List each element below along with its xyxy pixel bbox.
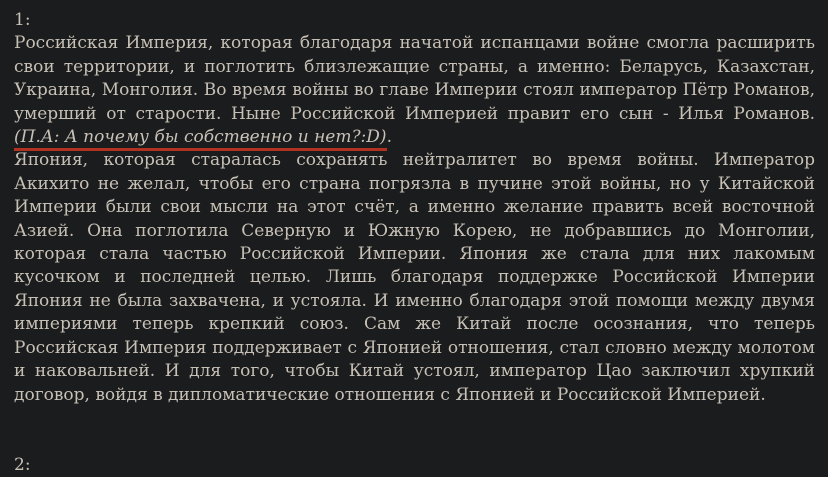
section-2-label: 2: — [14, 454, 31, 475]
section-1-label: 1: — [14, 10, 31, 30]
paragraph-2: Япония, которая старалась сохранять нейтралитет во время войны. Император Акихито не желал, чтобы его страна погрязла в пучине этой войны, но у Китайской Империи были свои мысли на этот счёт, а именно желание править всей восточной Азией. Она поглотила Северную и Южную Корею, не добравшись до Монголии, которая стала частью Российской Империи. Япония же стала для них лакомым кусочком и последней целью. Лишь благодаря поддержке Российской Империи Япония не была захвачена, и устояла. И именно благодаря этой помощи между двумя империями теперь крепкий союз. Сам же Китай после осознания, что теперь Российская Империя поддерживает с Японией отношения, стал словно между молотом и наковальней. И для того, чтобы Китай устоял, император Цао заключил хрупкий договор, войдя в дипломатические отношения с Японией и Российской Империей. — [14, 150, 815, 405]
author-note-underlined: (П.А: А почему бы собственно и нет?:D) — [14, 127, 387, 151]
paragraph-1-text: Российская Империя, которая благодаря начатой испанцами войне смогла расширить свои территории, и поглотить близлежащие страны, а именно: Беларусь, Казахстан, Украина, Монголия. Во время войны во главе Империи стоял император Пётр Романов, умерший от старости. Ныне Российской Империей правит его сын - Илья Романов. — [14, 33, 815, 124]
paragraph-1 — [14, 32, 815, 149]
paragraph-1-closing-period: . — [386, 127, 392, 148]
